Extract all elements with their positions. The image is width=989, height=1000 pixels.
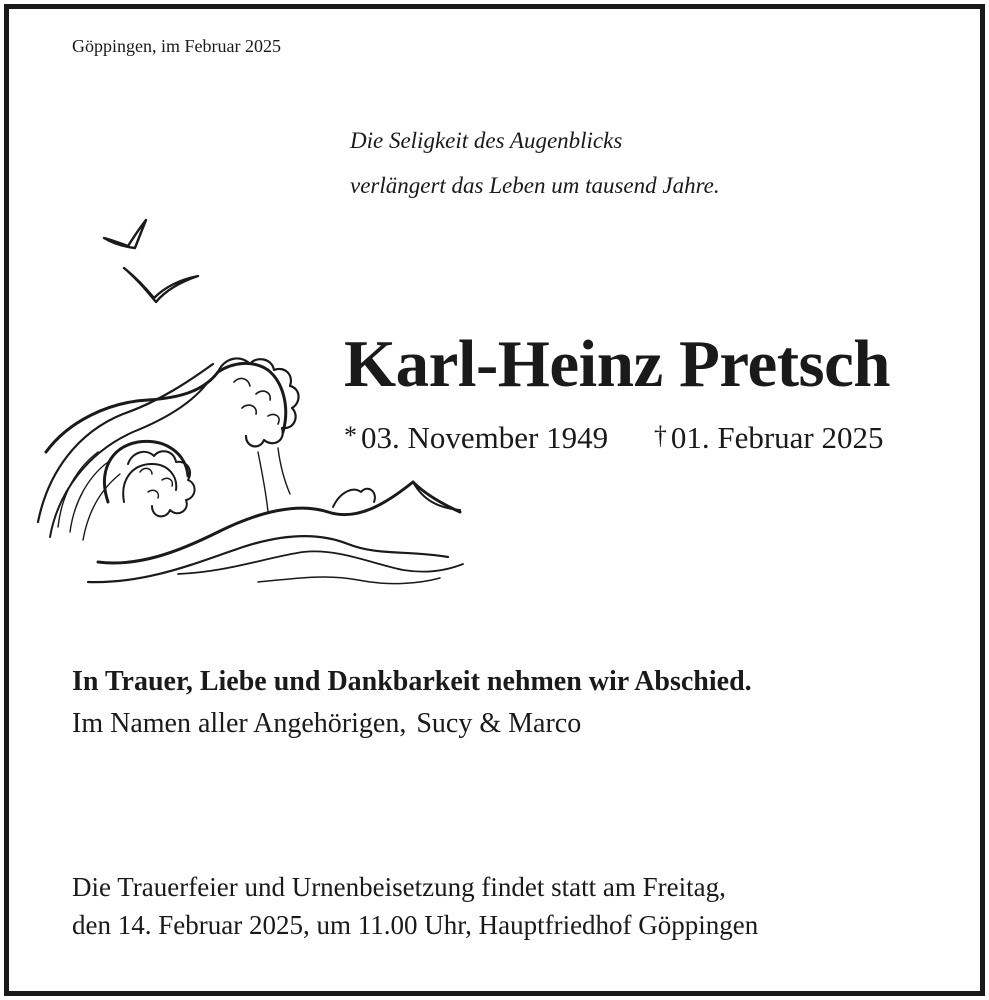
quote-line-2: verlängert das Leben um tausend Jahre. — [350, 173, 720, 198]
family-signature — [72, 708, 581, 740]
place-date: Göppingen, im Februar 2025 — [72, 36, 281, 56]
ceremony-line-1: Die Trauerfeier und Urnenbeisetzung findet statt am Freitag, — [72, 872, 726, 902]
ceremony-info — [72, 868, 758, 944]
deceased-name: Karl-Heinz Pretsch — [344, 327, 891, 401]
death-symbol: † — [653, 421, 667, 450]
quote-line-1: Die Seligkeit des Augenblicks — [350, 128, 623, 153]
ceremony-line-2: den 14. Februar 2025, um 11.00 Uhr, Hauptfriedhof Göppingen — [72, 910, 759, 940]
family-prefix: Im Namen aller Angehörigen, — [72, 708, 407, 739]
birth-date: 03. November 1949 — [361, 420, 609, 455]
farewell-statement: In Trauer, Liebe und Dankbarkeit nehmen wir Abschied. — [72, 666, 752, 697]
quote — [350, 118, 720, 208]
life-dates — [344, 420, 884, 456]
birth-symbol: * — [344, 421, 357, 450]
death-date: 01. Februar 2025 — [670, 420, 884, 455]
birds-illustration — [98, 210, 208, 305]
family-names: Sucy & Marco — [416, 708, 582, 739]
